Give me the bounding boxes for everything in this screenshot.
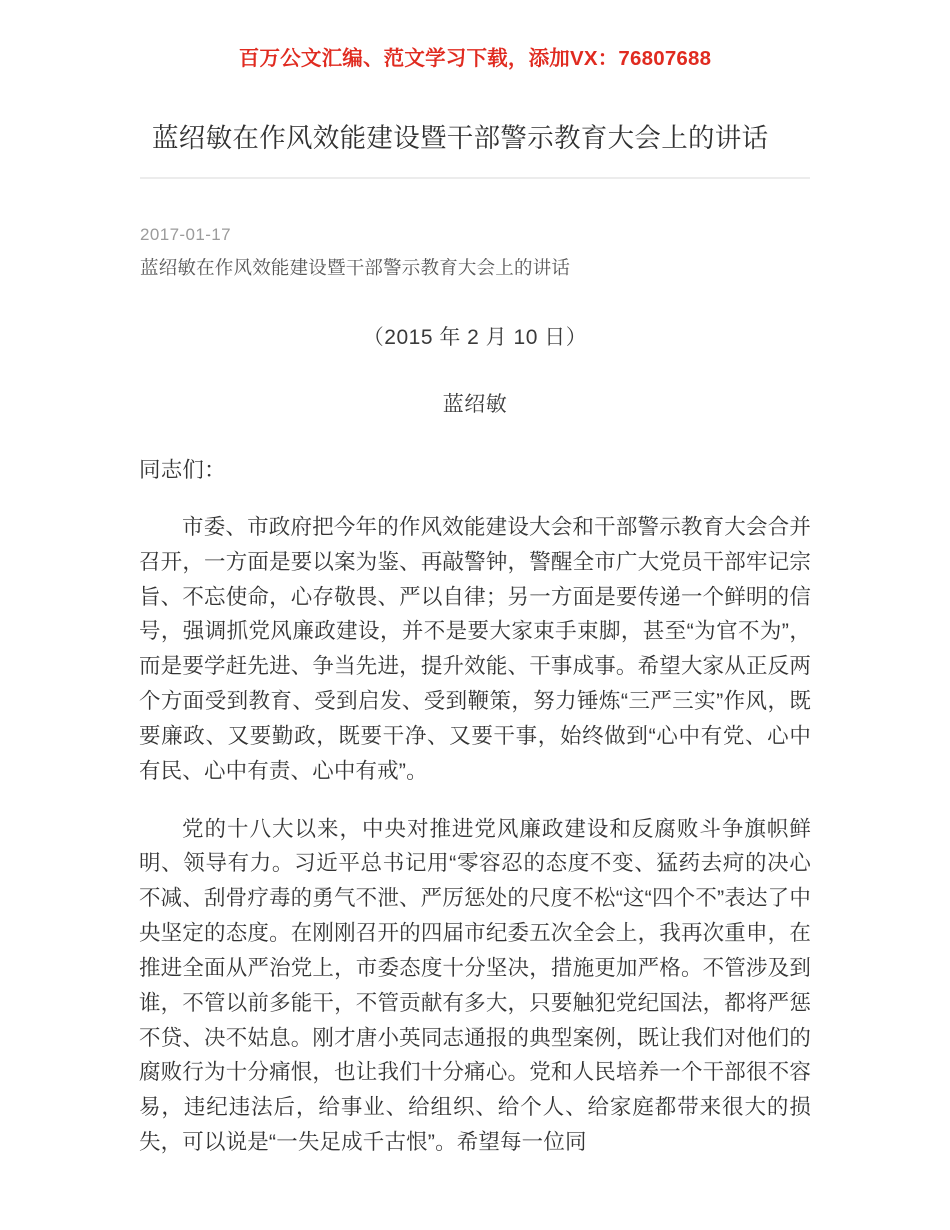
meta-block	[140, 179, 810, 285]
body-paragraph-1: 市委、市政府把今年的作风效能建设大会和干部警示教育大会合并召开，一方面是要以案为鉴、再敲警钟，警醒全市广大党员干部牢记宗旨、不忘使命，心存敬畏、严以自律；另一方面是要传递一个鲜明的信号，强调抓党风廉政建设，并不是要大家束手束脚，甚至“为官不为”，而是要学赶先进、争当先进，提升效能、干事成事。希望大家从正反两个方面受到教育、受到启发、受到鞭策，努力锤炼“三严三实”作风，既要廉政、又要勤政，既要干净、又要干事，始终做到“心中有党、心中有民、心中有责、心中有戒”。	[139, 514, 811, 783]
salutation: 同志们：	[139, 457, 226, 482]
promo-text: 百万公文汇编、范文学习下载，添加VX：76807688	[238, 47, 712, 70]
title-block	[140, 79, 810, 179]
body-paragraph-2: 党的十八大以来，中央对推进党风廉政建设和反腐败斗争旗帜鲜明、领导有力。习近平总书记用“零容忍的态度不变、猛药去疴的决心不减、刮骨疗毒的勇气不泄、严厉惩处的尺度不松“这“四个不”表达了中央坚定的态度。在刚刚召开的四届市纪委五次全会上，我再次重申，在推进全面从严治党上，市委态度十分坚决，措施更加严格。不管涉及到谁，不管以前多能干，不管贡献有多大，只要触犯党纪国法，都将严惩不贷、决不姑息。刚才唐小英同志通报的典型案例，既让我们对他们的腐败行为十分痛恨，也让我们十分痛心。党和人民培养一个干部很不容易，违纪违法后，给事业、给组织、给个人、给家庭都带来很大的损失，可以说是“一失足成千古恨”。希望每一位同	[139, 816, 811, 1155]
page-title: 蓝绍敏在作风效能建设暨干部警示教育大会上的讲话	[152, 122, 769, 153]
speech-date: （2015 年 2 月 10 日）	[362, 325, 588, 349]
document-subtitle: 蓝绍敏在作风效能建设暨干部警示教育大会上的讲话	[140, 257, 571, 279]
document-heading-block	[140, 285, 810, 418]
promo-banner	[0, 0, 950, 79]
speech-author: 蓝绍敏	[442, 392, 508, 416]
publish-date: 2017-01-17	[140, 225, 231, 245]
document-body	[139, 418, 811, 1160]
